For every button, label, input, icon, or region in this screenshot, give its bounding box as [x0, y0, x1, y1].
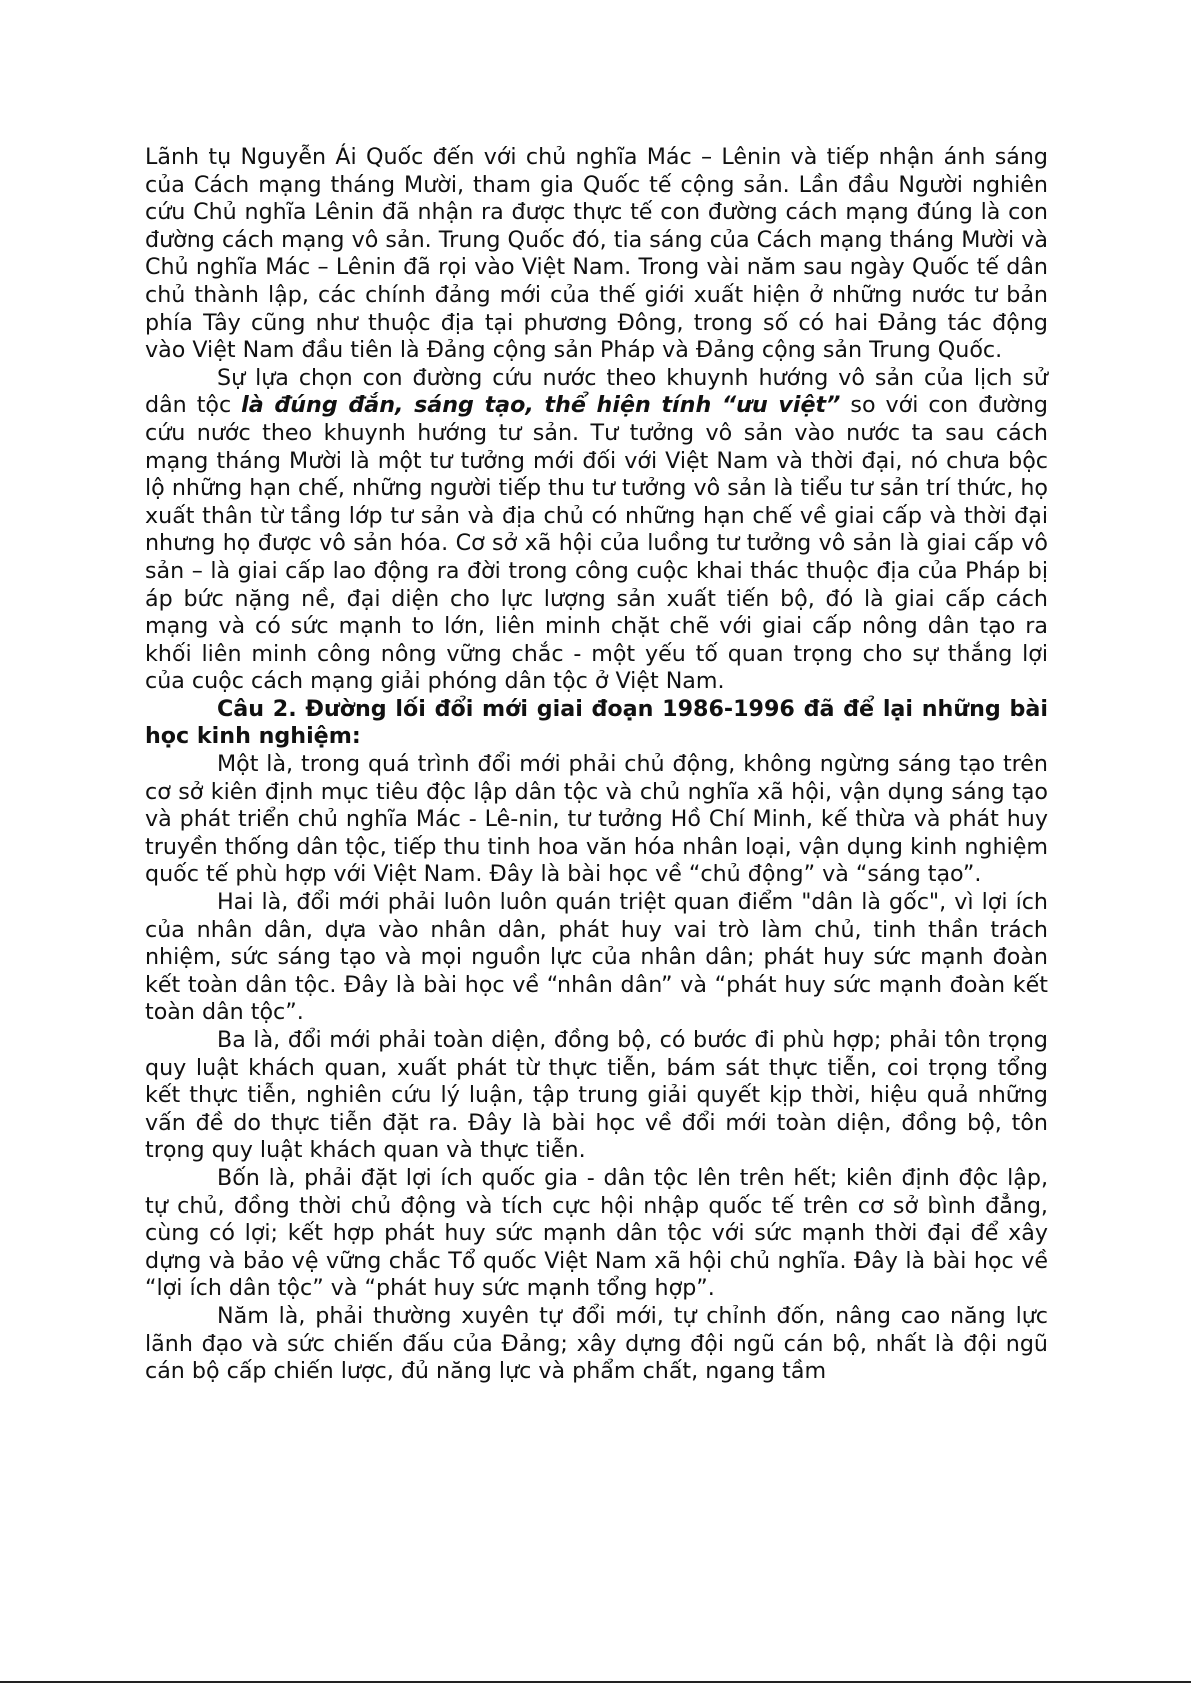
paragraph-proletarian-path	[145, 365, 1048, 696]
paragraph-lesson-4: Bốn là, phải đặt lợi ích quốc gia - dân tộc lên trên hết; kiên định độc lập, tự chủ, đồng thời chủ động và tích cực hội nhập quốc tế trên cơ sở bình đẳng, cùng có lợi; kết hợp phát huy sức mạnh dân tộc với sức mạnh thời đại để xây dựng và bảo vệ vững chắc Tổ quốc Việt Nam xã hội chủ nghĩa. Đây là bài học về “lợi ích dân tộc” và “phát huy sức mạnh tổng hợp”.	[145, 1164, 1048, 1302]
paragraph-lesson-3: Ba là, đổi mới phải toàn diện, đồng bộ, có bước đi phù hợp; phải tôn trọng quy luật khách quan, xuất phát từ thực tiễn, bám sát thực tiễn, coi trọng tổng kết thực tiễn, nghiên cứu lý luận, tập trung giải quyết kịp thời, hiệu quả những vấn đề do thực tiễn đặt ra. Đây là bài học về đổi mới toàn diện, đồng bộ, tôn trọng quy luật khách quan và thực tiễn.	[145, 1027, 1048, 1164]
paragraph-lesson-2: Hai là, đổi mới phải luôn luôn quán triệt quan điểm "dân là gốc", vì lợi ích của nhân dân, dựa vào nhân dân, phát huy vai trò làm chủ, tinh thần trách nhiệm, sức sáng tạo và mọi nguồn lực của nhân dân; phát huy sức mạnh đoàn kết toàn dân tộc. Đây là bài học về “nhân dân” và “phát huy sức mạnh đoàn kết toàn dân tộc”.	[145, 889, 1048, 1026]
section-heading-question-2: Câu 2. Đường lối đổi mới giai đoạn 1986-1996 đã để lại những bài học kinh nghiệm:	[145, 695, 1048, 750]
paragraph-text: Sự lựa chọn con đường cứu nước theo khuynh hướng vô sản của lịch sử dân tộc	[145, 364, 1048, 419]
document-body	[145, 144, 1048, 1386]
paragraph-lesson-5: Năm là, phải thường xuyên tự đổi mới, tự chỉnh đốn, nâng cao năng lực lãnh đạo và sức chiến đấu của Đảng; xây dựng đội ngũ cán bộ, nhất là đội ngũ cán bộ cấp chiến lược, đủ năng lực và phẩm chất, ngang tầm	[145, 1302, 1048, 1385]
footer-divider	[0, 1681, 1191, 1683]
emphasis-text: là đúng đắn, sáng tạo, thể hiện tính “ưu việt”	[241, 392, 841, 419]
paragraph-nguyen-ai-quoc: Lãnh tụ Nguyễn Ái Quốc đến với chủ nghĩa Mác – Lênin và tiếp nhận ánh sáng của Cách mạng tháng Mười, tham gia Quốc tế cộng sản. Lần đầu Người nghiên cứu Chủ nghĩa Lênin đã nhận ra được thực tế con đường cách mạng đúng là con đường cách mạng vô sản. Trung Quốc đó, tia sáng của Cách mạng tháng Mười và Chủ nghĩa Mác – Lênin đã rọi vào Việt Nam. Trong vài năm sau ngày Quốc tế dân chủ thành lập, các chính đảng mới của thế giới xuất hiện ở những nước tư bản phía Tây cũng như thuộc địa tại phương Đông, trong số có hai Đảng tác động vào Việt Nam đầu tiên là Đảng cộng sản Pháp và Đảng cộng sản Trung Quốc.	[145, 144, 1048, 364]
paragraph-text: so với con đường cứu nước theo khuynh hướng tư sản. Tư tưởng vô sản vào nước ta sau cách mạng tháng Mười là một tư tưởng mới đối với Việt Nam và thời đại, nó chưa bộc lộ những hạn chế, những người tiếp thu tư tưởng vô sản là tiểu tư sản trí thức, họ xuất thân từ tầng lớp tư sản và địa chủ có những hạn chế về giai cấp và thời đại nhưng họ được vô sản hóa. Cơ sở xã hội của luồng tư tưởng vô sản là giai cấp vô sản – là giai cấp lao động ra đời trong công cuộc khai thác thuộc địa của Pháp bị áp bức nặng nề, đại diện cho lực lượng sản xuất tiến bộ, đó là giai cấp cách mạng và có sức mạnh to lớn, liên minh chặt chẽ với giai cấp nông dân tạo ra khối liên minh công nông vững chắc - một yếu tố quan trọng cho sự thắng lợi của cuộc cách mạng giải phóng dân tộc ở Việt Nam.	[145, 392, 1048, 695]
paragraph-lesson-1: Một là, trong quá trình đổi mới phải chủ động, không ngừng sáng tạo trên cơ sở kiên định mục tiêu độc lập dân tộc và chủ nghĩa xã hội, vận dụng sáng tạo và phát triển chủ nghĩa Mác - Lê-nin, tư tưởng Hồ Chí Minh, kế thừa và phát huy truyền thống dân tộc, tiếp thu tinh hoa văn hóa nhân loại, vận dụng kinh nghiệm quốc tế phù hợp với Việt Nam. Đây là bài học về “chủ động” và “sáng tạo”.	[145, 751, 1048, 888]
